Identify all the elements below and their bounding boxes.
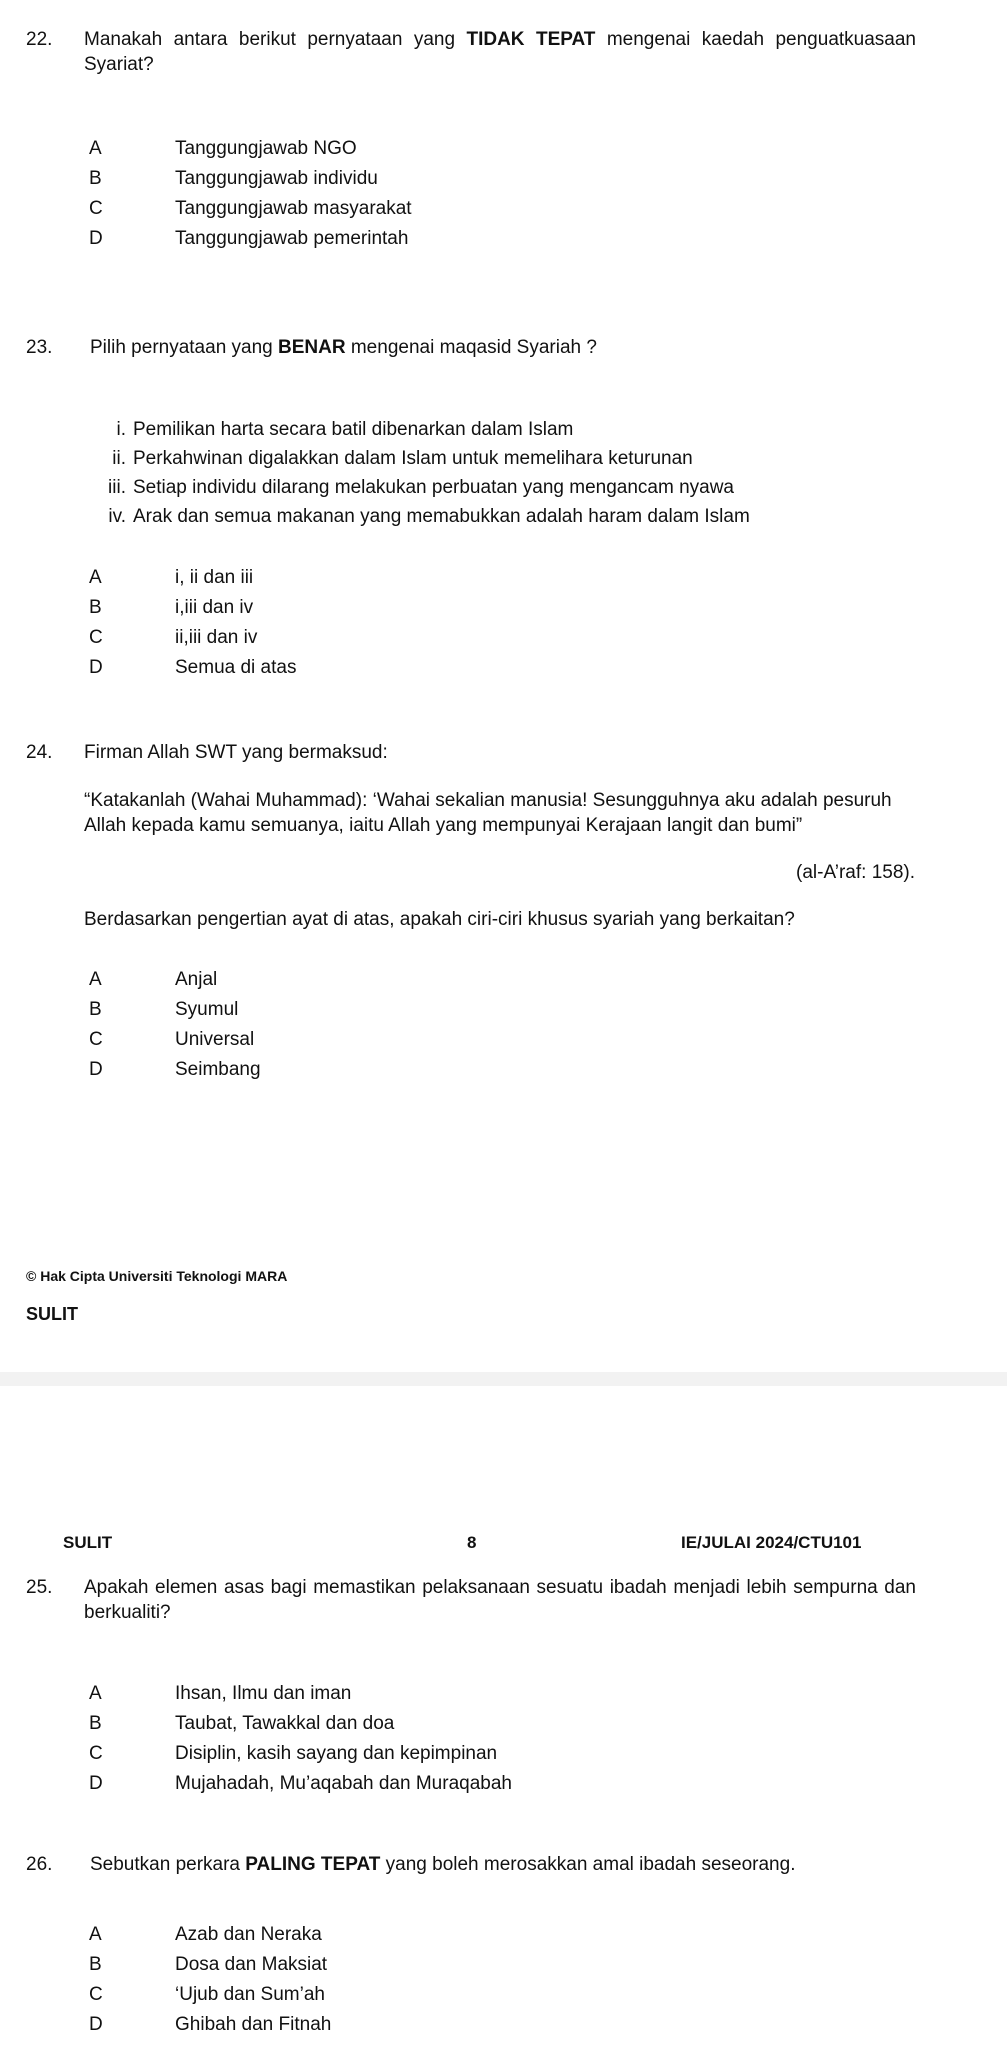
- question-number: 22.: [26, 29, 53, 50]
- page-1: 22. Manakah antara berikut pernyataan yang TIDAK TEPAT mengenai kaedah penguatkuasaan Syariat? A Tanggungjawab NGO B Tanggungjawab individu C Tanggungjawab masyarakat D Tanggungjawab pemerintah 23. Pilih pernyataan yang BENAR mengenai maqasid Syariah ? i. Pemilikan harta secara batil dibenarkan dalam Islam ii. Perkahwinan digalakkan dalam Islam untuk memelihara keturunan iii. Setiap individu dilarang melakukan perbuatan yang mengancam nyawa iv. Arak dan semua makanan yang memabukkan adalah haram dalam Islam A i, ii dan iii B i,iii dan iv C ii,iii dan iv D Semua di atas 24. Firman Allah SWT yang bermaksud: “Katakanlah (Wahai Muhammad): ‘Wahai sekalian manusia! Sesungguhnya aku adalah pesuruh Allah kepada kamu semuanya, iaitu Allah yang mempunyai Kerajaan langit dan bumi” (al-A’raf: 158). Berdasarkan pengertian ayat di atas, apakah ciri-ciri khusus syariah yang berkaitan? A Anjal B Syumul C Universal D Seimbang © Hak Cipta Universiti Teknologi MARA SULIT: [0, 0, 1007, 1372]
- question-24: [26, 741, 916, 766]
- copyright-notice: © Hak Cipta Universiti Teknologi MARA: [26, 1268, 288, 1284]
- emphasis: TIDAK TEPAT: [466, 29, 596, 50]
- quran-verse-quote: “Katakanlah (Wahai Muhammad): ‘Wahai sekalian manusia! Sesungguhnya aku adalah pesuruh Allah kepada kamu semuanya, iaitu Allah yang mempunyai Kerajaan langit dan bumi”: [84, 790, 892, 836]
- followup-question: Berdasarkan pengertian ayat di atas, apakah ciri-ciri khusus syariah yang berkaitan?: [84, 909, 795, 930]
- question-number: 23.: [26, 337, 53, 358]
- exam-code: IE/JULAI 2024/CTU101: [681, 1533, 862, 1552]
- emphasis: BENAR: [278, 337, 346, 358]
- question-25: [26, 1576, 916, 1625]
- question-26: [26, 1853, 916, 1878]
- question-text: Sebutkan perkara PALING TEPAT yang boleh merosakkan amal ibadah seseorang.: [90, 1854, 796, 1875]
- question-text: Manakah antara berikut pernyataan yang TIDAK TEPAT mengenai kaedah penguatkuasaan Syariat?: [84, 29, 916, 75]
- question-23: [26, 336, 916, 361]
- question-number: 24.: [26, 742, 53, 763]
- question-text: Firman Allah SWT yang bermaksud:: [84, 742, 388, 763]
- classification-footer: SULIT: [26, 1304, 78, 1324]
- question-22: [26, 28, 916, 77]
- question-number: 25.: [26, 1577, 53, 1598]
- page-2: SULIT 8 IE/JULAI 2024/CTU101 25. Apakah elemen asas bagi memastikan pelaksanaan sesuatu ibadah menjadi lebih sempurna dan berkualiti? A Ihsan, Ilmu dan iman B Taubat, Tawakkal dan doa C Disiplin, kasih sayang dan kepimpinan D Mujahadah, Mu’aqabah dan Muraqabah 26. Sebutkan perkara PALING TEPAT yang boleh merosakkan amal ibadah seseorang. A Azab dan Neraka B Dosa dan Maksiat C ‘Ujub dan Sum’ah D Ghibah dan Fitnah: [0, 1386, 1007, 2072]
- question-text: Apakah elemen asas bagi memastikan pelaksanaan sesuatu ibadah menjadi lebih sempurna dan berkualiti?: [84, 1577, 916, 1623]
- emphasis: PALING TEPAT: [245, 1854, 381, 1875]
- verse-reference: (al-A’raf: 158).: [796, 862, 915, 883]
- page-number: 8: [467, 1533, 477, 1552]
- page-separator: [0, 1372, 1007, 1386]
- question-number: 26.: [26, 1854, 53, 1875]
- question-text: Pilih pernyataan yang BENAR mengenai maqasid Syariah ?: [90, 337, 597, 358]
- header-classification: SULIT: [63, 1533, 113, 1552]
